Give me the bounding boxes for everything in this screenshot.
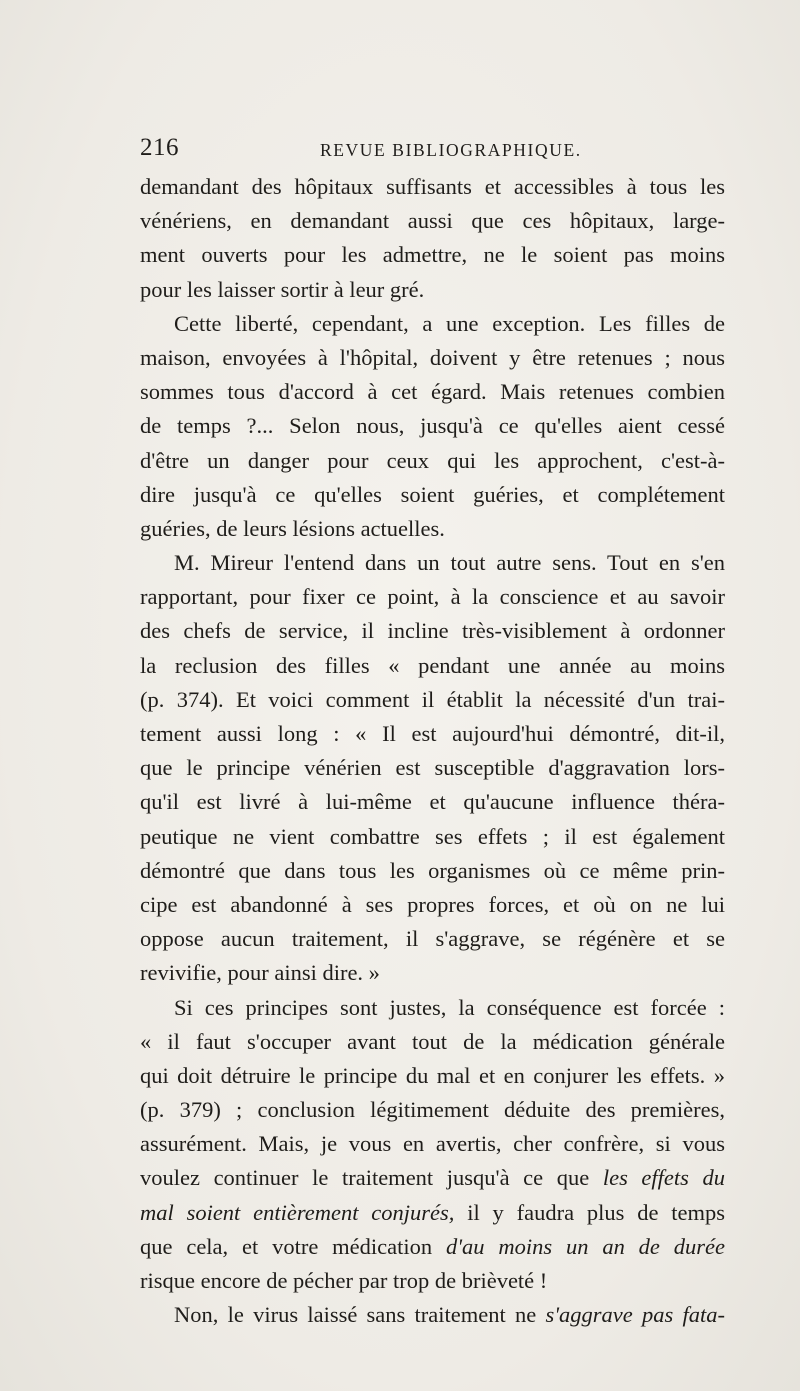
italic-text: mal soient entièrement conjurés,	[140, 1199, 455, 1225]
text-line	[140, 1196, 725, 1230]
text-line	[140, 1230, 725, 1264]
text-line: maison, envoyées à l'hôpital, doivent y être retenues ; nous	[140, 344, 725, 370]
body-text	[140, 170, 725, 1332]
text-line: oppose aucun traitement, il s'aggrave, se régénère et se	[140, 926, 725, 952]
text-line: demandant des hôpitaux suffisants et accessibles à tous les	[140, 174, 725, 199]
text-line: dire jusqu'à ce qu'elles soient guéries, et complétement	[140, 481, 725, 507]
text-line: revivifie, pour ainsi dire. »	[140, 960, 380, 986]
text-segment: il y faudra plus de temps	[454, 1199, 725, 1225]
text-line: rapportant, pour fixer ce point, à la conscience et au savoir	[140, 584, 725, 610]
text-line: (p. 379) ; conclusion légitimement déduite des premières,	[140, 1097, 725, 1123]
italic-text: d'au moins un an de durée	[445, 1233, 725, 1259]
text-line: que le principe vénérien est susceptible d'aggravation lors-	[140, 755, 725, 781]
text-segment: que cela, et votre médication	[140, 1233, 446, 1259]
text-line: qui doit détruire le principe du mal et en conjurer les effets. »	[140, 1062, 725, 1088]
italic-text: s'aggrave pas fata-	[545, 1302, 725, 1328]
text-line: cipe est abandonné à ses propres forces, et où on ne lui	[140, 891, 725, 917]
text-line	[140, 1161, 725, 1195]
italic-text: les effets du	[602, 1165, 725, 1191]
text-line	[140, 1298, 725, 1332]
page-header	[140, 134, 725, 166]
text-line: Si ces principes sont justes, la conséquence est forcée :	[174, 994, 725, 1020]
text-segment: Non, le virus laissé sans traitement ne	[174, 1302, 546, 1328]
running-head: REVUE BIBLIOGRAPHIQUE.	[320, 140, 582, 160]
text-line: la reclusion des filles « pendant une année au moins	[140, 652, 725, 678]
text-line: qu'il est livré à lui-même et qu'aucune influence théra-	[140, 789, 725, 815]
text-line: risque encore de pécher par trop de brièveté !	[140, 1268, 548, 1293]
text-line: Cette liberté, cependant, a une exception. Les filles de	[174, 310, 725, 336]
text-line: des chefs de service, il incline très-visiblement à ordonner	[140, 618, 725, 644]
text-line: démontré que dans tous les organismes où ce même prin-	[140, 857, 725, 883]
text-line: guéries, de leurs lésions actuelles.	[140, 515, 445, 541]
text-line: ment ouverts pour les admettre, ne le soient pas moins	[140, 242, 725, 268]
text-line: pour les laisser sortir à leur gré.	[140, 276, 425, 302]
text-line: tement aussi long : « Il est aujourd'hui démontré, dit-il,	[140, 721, 725, 746]
text-line: peutique ne vient combattre ses effets ; il est également	[140, 823, 725, 849]
text-line: de temps ?... Selon nous, jusqu'à ce qu'elles aient cessé	[140, 413, 725, 439]
text-line: vénériens, en demandant aussi que ces hôpitaux, large-	[140, 208, 725, 234]
text-line: d'être un danger pour ceux qui les approchent, c'est-à-	[140, 447, 725, 473]
page-number: 216	[140, 134, 179, 161]
text-segment: voulez continuer le traitement jusqu'à ce que	[140, 1165, 603, 1191]
text-line: sommes tous d'accord à cet égard. Mais retenues combien	[140, 379, 725, 405]
text-line: assurément. Mais, je vous en avertis, cher confrère, si vous	[140, 1131, 725, 1157]
text-line: (p. 374). Et voici comment il établit la nécessité d'un trai-	[140, 686, 725, 712]
text-line: « il faut s'occuper avant tout de la médication générale	[140, 1028, 725, 1054]
text-line: M. Mireur l'entend dans un tout autre sens. Tout en s'en	[174, 550, 725, 576]
